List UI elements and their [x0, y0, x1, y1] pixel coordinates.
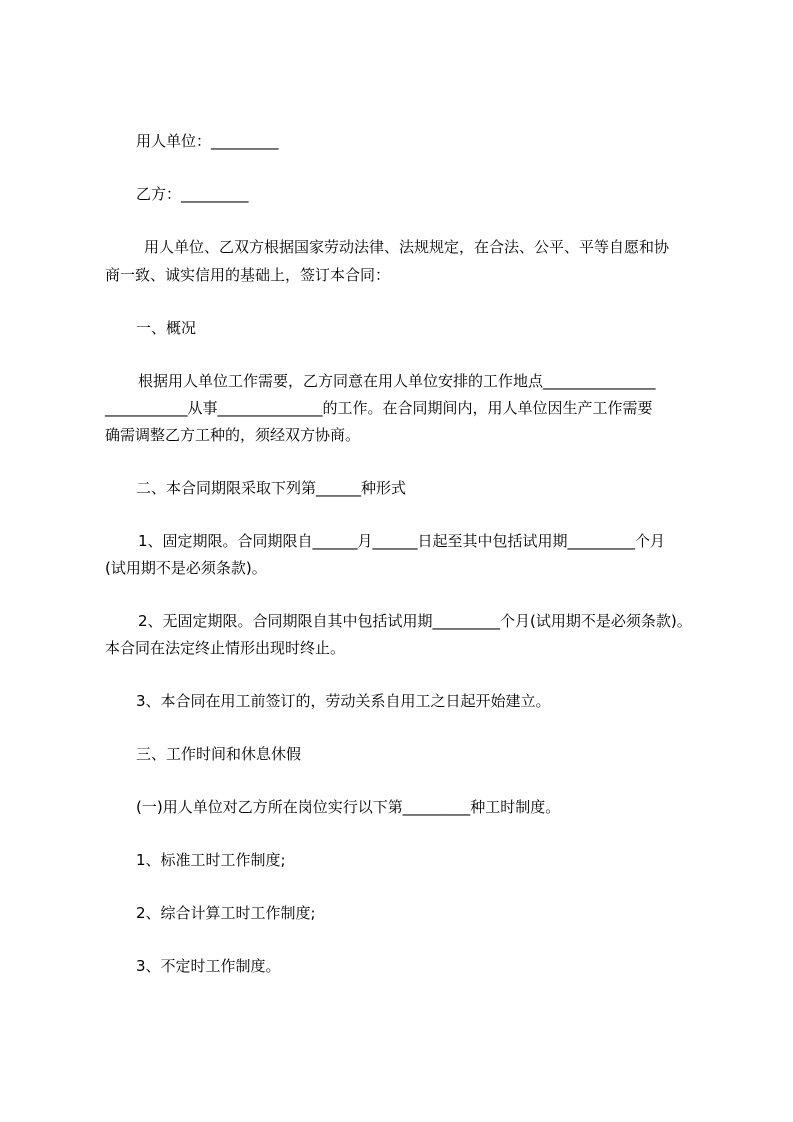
fixed-term-line-1: 1、固定期限。合同期限自______月______日起至其中包括试用期_________个月	[138, 532, 666, 550]
fixed-term-line-2: (试用期不是必须条款)。	[105, 559, 267, 577]
preamble-line-2: 商一致、诚实信用的基础上，签订本合同：	[105, 266, 391, 284]
section-3-intro: (一)用人单位对乙方所在岗位实行以下第_________种工时制度。	[136, 798, 561, 816]
section-2-title: 二、本合同期限采取下列第______种形式	[136, 479, 407, 497]
section-1-paragraph-line-1: 根据用人单位工作需要，乙方同意在用人单位安排的工作地点_______________	[138, 372, 656, 390]
open-term-line-2: 本合同在法定终止情形出现时终止。	[105, 639, 346, 657]
section-1-paragraph-line-3: 确需调整乙方工种的，须经双方协商。	[105, 426, 361, 444]
open-term-line-1: 2、无固定期限。合同期限自其中包括试用期_________个月(试用期不是必须条款)。	[138, 612, 692, 630]
hours-item-2: 2、综合计算工时工作制度;	[136, 904, 316, 922]
item-3: 3、本合同在用工前签订的，劳动关系自用工之日起开始建立。	[136, 692, 551, 710]
section-1-paragraph-line-2: ___________从事______________的工作。在合同期间内，用人单位因生产工作需要	[105, 399, 653, 417]
party-b-line: 乙方：_________	[136, 185, 249, 203]
employer-line: 用人单位：_________	[136, 132, 279, 150]
section-1-title: 一、概况	[136, 319, 197, 337]
section-3-title: 三、工作时间和休息休假	[136, 745, 302, 763]
preamble-line-1: 用人单位、乙双方根据国家劳动法律、法规规定，在合法、公平、平等自愿和协	[144, 238, 670, 256]
hours-item-3: 3、不定时工作制度。	[136, 957, 281, 975]
hours-item-1: 1、标准工时工作制度;	[136, 851, 286, 869]
